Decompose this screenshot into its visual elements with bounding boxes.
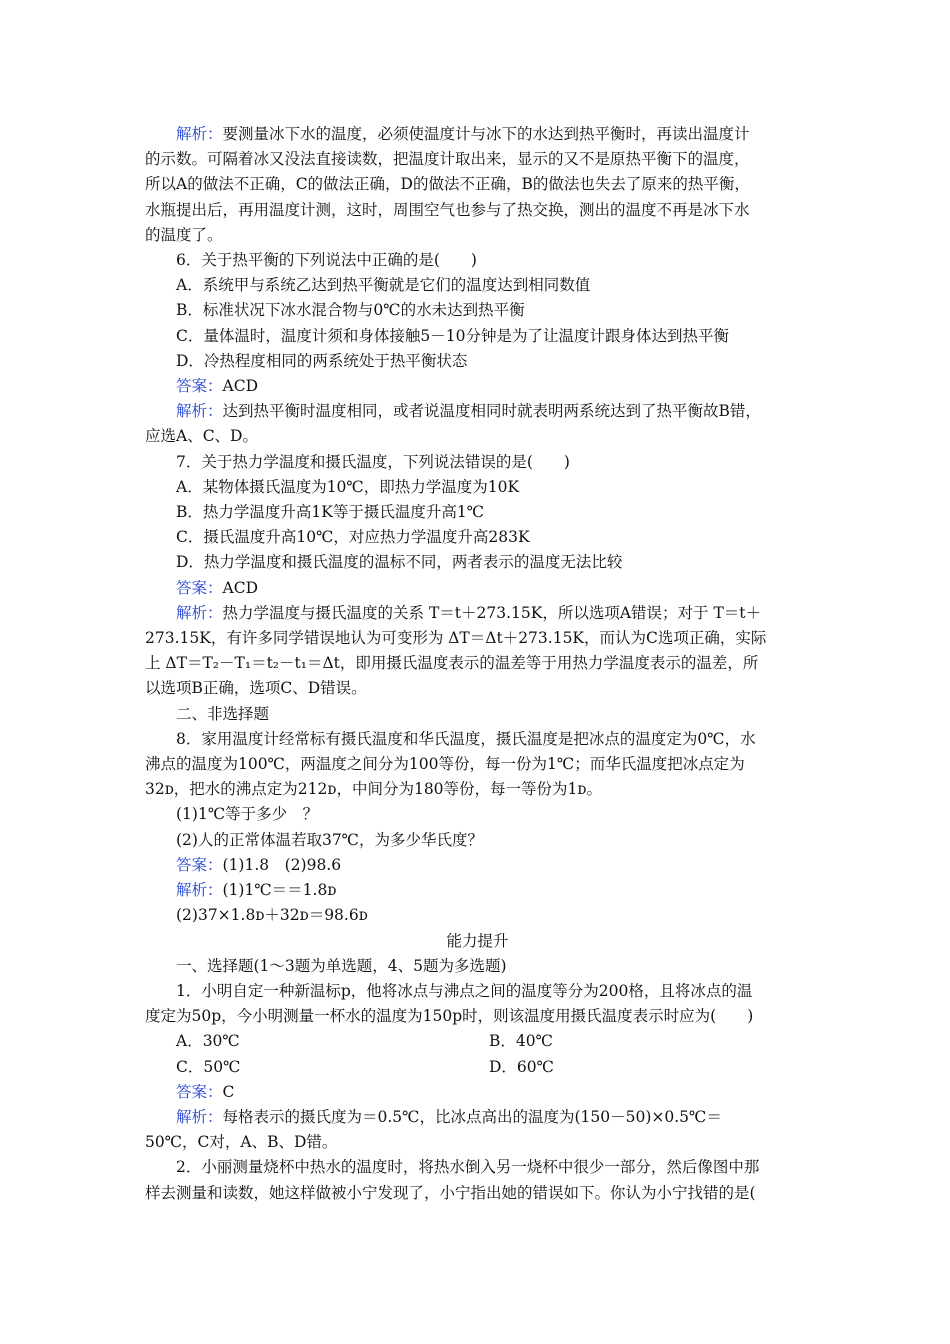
q8-sub-question-1: (1)1℃等于多少 ？: [176, 805, 319, 824]
analysis-label: 解析：: [176, 125, 223, 143]
section-title: 一、选择题(1～3题为单选题，4、5题为多选题): [176, 956, 507, 975]
q6-stem: 6．关于热平衡的下列说法中正确的是( ): [176, 251, 477, 270]
text-line: 每格表示的摄氏度为＝0.5℃，比冰点高出的温度为(150－50)×0.5℃＝: [222, 1107, 722, 1126]
q7-option-b: B．热力学温度升高1K等于摄氏温度升高1℃: [176, 503, 485, 522]
text-line: 的温度了。: [145, 225, 223, 244]
text-line: 达到热平衡时温度相同，或者说温度相同时就表明两系统达到了热平衡故B错，: [222, 402, 761, 421]
answer-label: 答案：: [176, 578, 223, 597]
q6-option-b: B．标准状况下冰水混合物与0℃的水未达到热平衡: [176, 301, 525, 320]
a1-options-row-1: [145, 1029, 810, 1054]
text-line: (2)37×1.8ᴅ＋32ᴅ＝98.6ᴅ: [176, 906, 368, 925]
q6-answer: [145, 374, 810, 399]
q8-analysis: [145, 878, 810, 903]
text-line: (1)1℃＝＝1.8ᴅ: [222, 881, 337, 900]
q6-option-c: C．量体温时，温度计须和身体接触5－10分钟是为了让温度计跟身体达到热平衡: [176, 326, 729, 345]
answer-label: 答案：: [176, 377, 223, 396]
analysis-label: 解析：: [176, 402, 223, 421]
text-line: 50℃，C对，A、B、D错。: [145, 1133, 338, 1152]
answer-value: C: [222, 1082, 235, 1101]
q6-analysis: [145, 399, 810, 424]
section-heading: 能力提升: [446, 931, 509, 950]
text-line: 沸点的温度为100℃，两温度之间分为100等份，每一份为1℃；而华氏温度把冰点定为: [145, 755, 745, 774]
answer-value: (1)1.8 (2)98.6: [222, 855, 342, 874]
a1-answer: [145, 1080, 810, 1105]
q8-answer: [145, 853, 810, 878]
q7-option-c: C．摄氏温度升高10℃，对应热力学温度升高283K: [176, 528, 530, 547]
a1-option-d: D．60℃: [489, 1057, 554, 1076]
q7-answer: [145, 576, 810, 601]
text-line: 上 ΔT＝T₂－T₁＝t₂－t₁＝Δt，即用摄氏温度表示的温差等于用热力学温度表示的温差，所: [145, 654, 759, 673]
answer-value: ACD: [222, 578, 258, 597]
a1-option-c: C．50℃: [176, 1057, 241, 1076]
q7-option-d: D．热力学温度和摄氏温度的温标不同，两者表示的温度无法比较: [176, 553, 623, 572]
text-line: 热力学温度与摄氏温度的关系 T＝t＋273.15K，所以选项A错误；对于 T＝t＋: [222, 603, 762, 622]
a1-analysis: [145, 1105, 810, 1130]
answer-value: ACD: [222, 377, 258, 396]
answer-label: 答案：: [176, 855, 223, 874]
text-line: 水瓶提出后，再用温度计测，这时，周围空气也参与了热交换，测出的温度不再是冰下水: [145, 200, 750, 219]
q8-stem: 8．家用温度计经常标有摄氏温度和华氏温度，摄氏温度是把冰点的温度定为0℃，水: [176, 729, 756, 748]
text-line: 273.15K，有许多同学错误地认为可变形为 ΔT＝Δt＋273.15K，而认为C选项正确，实际: [145, 629, 767, 648]
text-line: 的示数。可隔着冰又没法直接读数，把温度计取出来，显示的又不是原热平衡下的温度，: [145, 150, 750, 169]
a1-option-b: B．40℃: [489, 1032, 553, 1051]
a1-stem: 1．小明自定一种新温标p，他将冰点与沸点之间的温度等分为200格，且将冰点的温: [176, 981, 753, 1000]
text-line: 样去测量和读数，她这样做被小宁发现了，小宁指出她的错误如下。你认为小宁找错的是(: [145, 1183, 756, 1202]
q7-analysis: [145, 601, 810, 626]
q8-sub-question-2: (2)人的正常体温若取37℃，为多少华氏度？: [176, 830, 484, 849]
analysis-label: 解析：: [176, 603, 223, 622]
q6-option-d: D．冷热程度相同的两系统处于热平衡状态: [176, 351, 468, 370]
a1-options-row-2: [145, 1055, 810, 1080]
document-body: [145, 122, 810, 1206]
q7-option-a: A．某物体摄氏温度为10℃，即热力学温度为10K: [176, 477, 520, 496]
section-title: 二、非选择题: [176, 704, 270, 723]
analysis-label: 解析：: [176, 881, 223, 900]
text-line: 所以A的做法不正确，C的做法正确，D的做法不正确，B的做法也失去了原来的热平衡，: [145, 175, 750, 194]
text-line: 应选A、C、D。: [145, 427, 258, 446]
q7-stem: 7．关于热力学温度和摄氏温度，下列说法错误的是( ): [176, 452, 570, 471]
answer-label: 答案：: [176, 1082, 223, 1101]
text-line: 度定为50p，今小明测量一杯水的温度为150p时，则该温度用摄氏温度表示时应为( ): [145, 1007, 754, 1026]
a2-stem: 2．小丽测量烧杯中热水的温度时，将热水倒入另一烧杯中很少一部分，然后像图中那: [176, 1158, 760, 1177]
analysis-label: 解析：: [176, 1107, 223, 1126]
text-line: 要测量冰下水的温度，必须使温度计与冰下的水达到热平衡时，再读出温度计: [222, 125, 750, 143]
text-line: 32ᴅ，把水的沸点定为212ᴅ，中间分为180等份，每一等份为1ᴅ。: [145, 780, 602, 799]
q6-option-a: A．系统甲与系统乙达到热平衡就是它们的温度达到相同数值: [176, 276, 591, 295]
a1-option-a: A．30℃: [176, 1032, 240, 1051]
q5-analysis: [145, 122, 810, 147]
text-line: 以选项B正确，选项C、D错误。: [145, 679, 367, 698]
